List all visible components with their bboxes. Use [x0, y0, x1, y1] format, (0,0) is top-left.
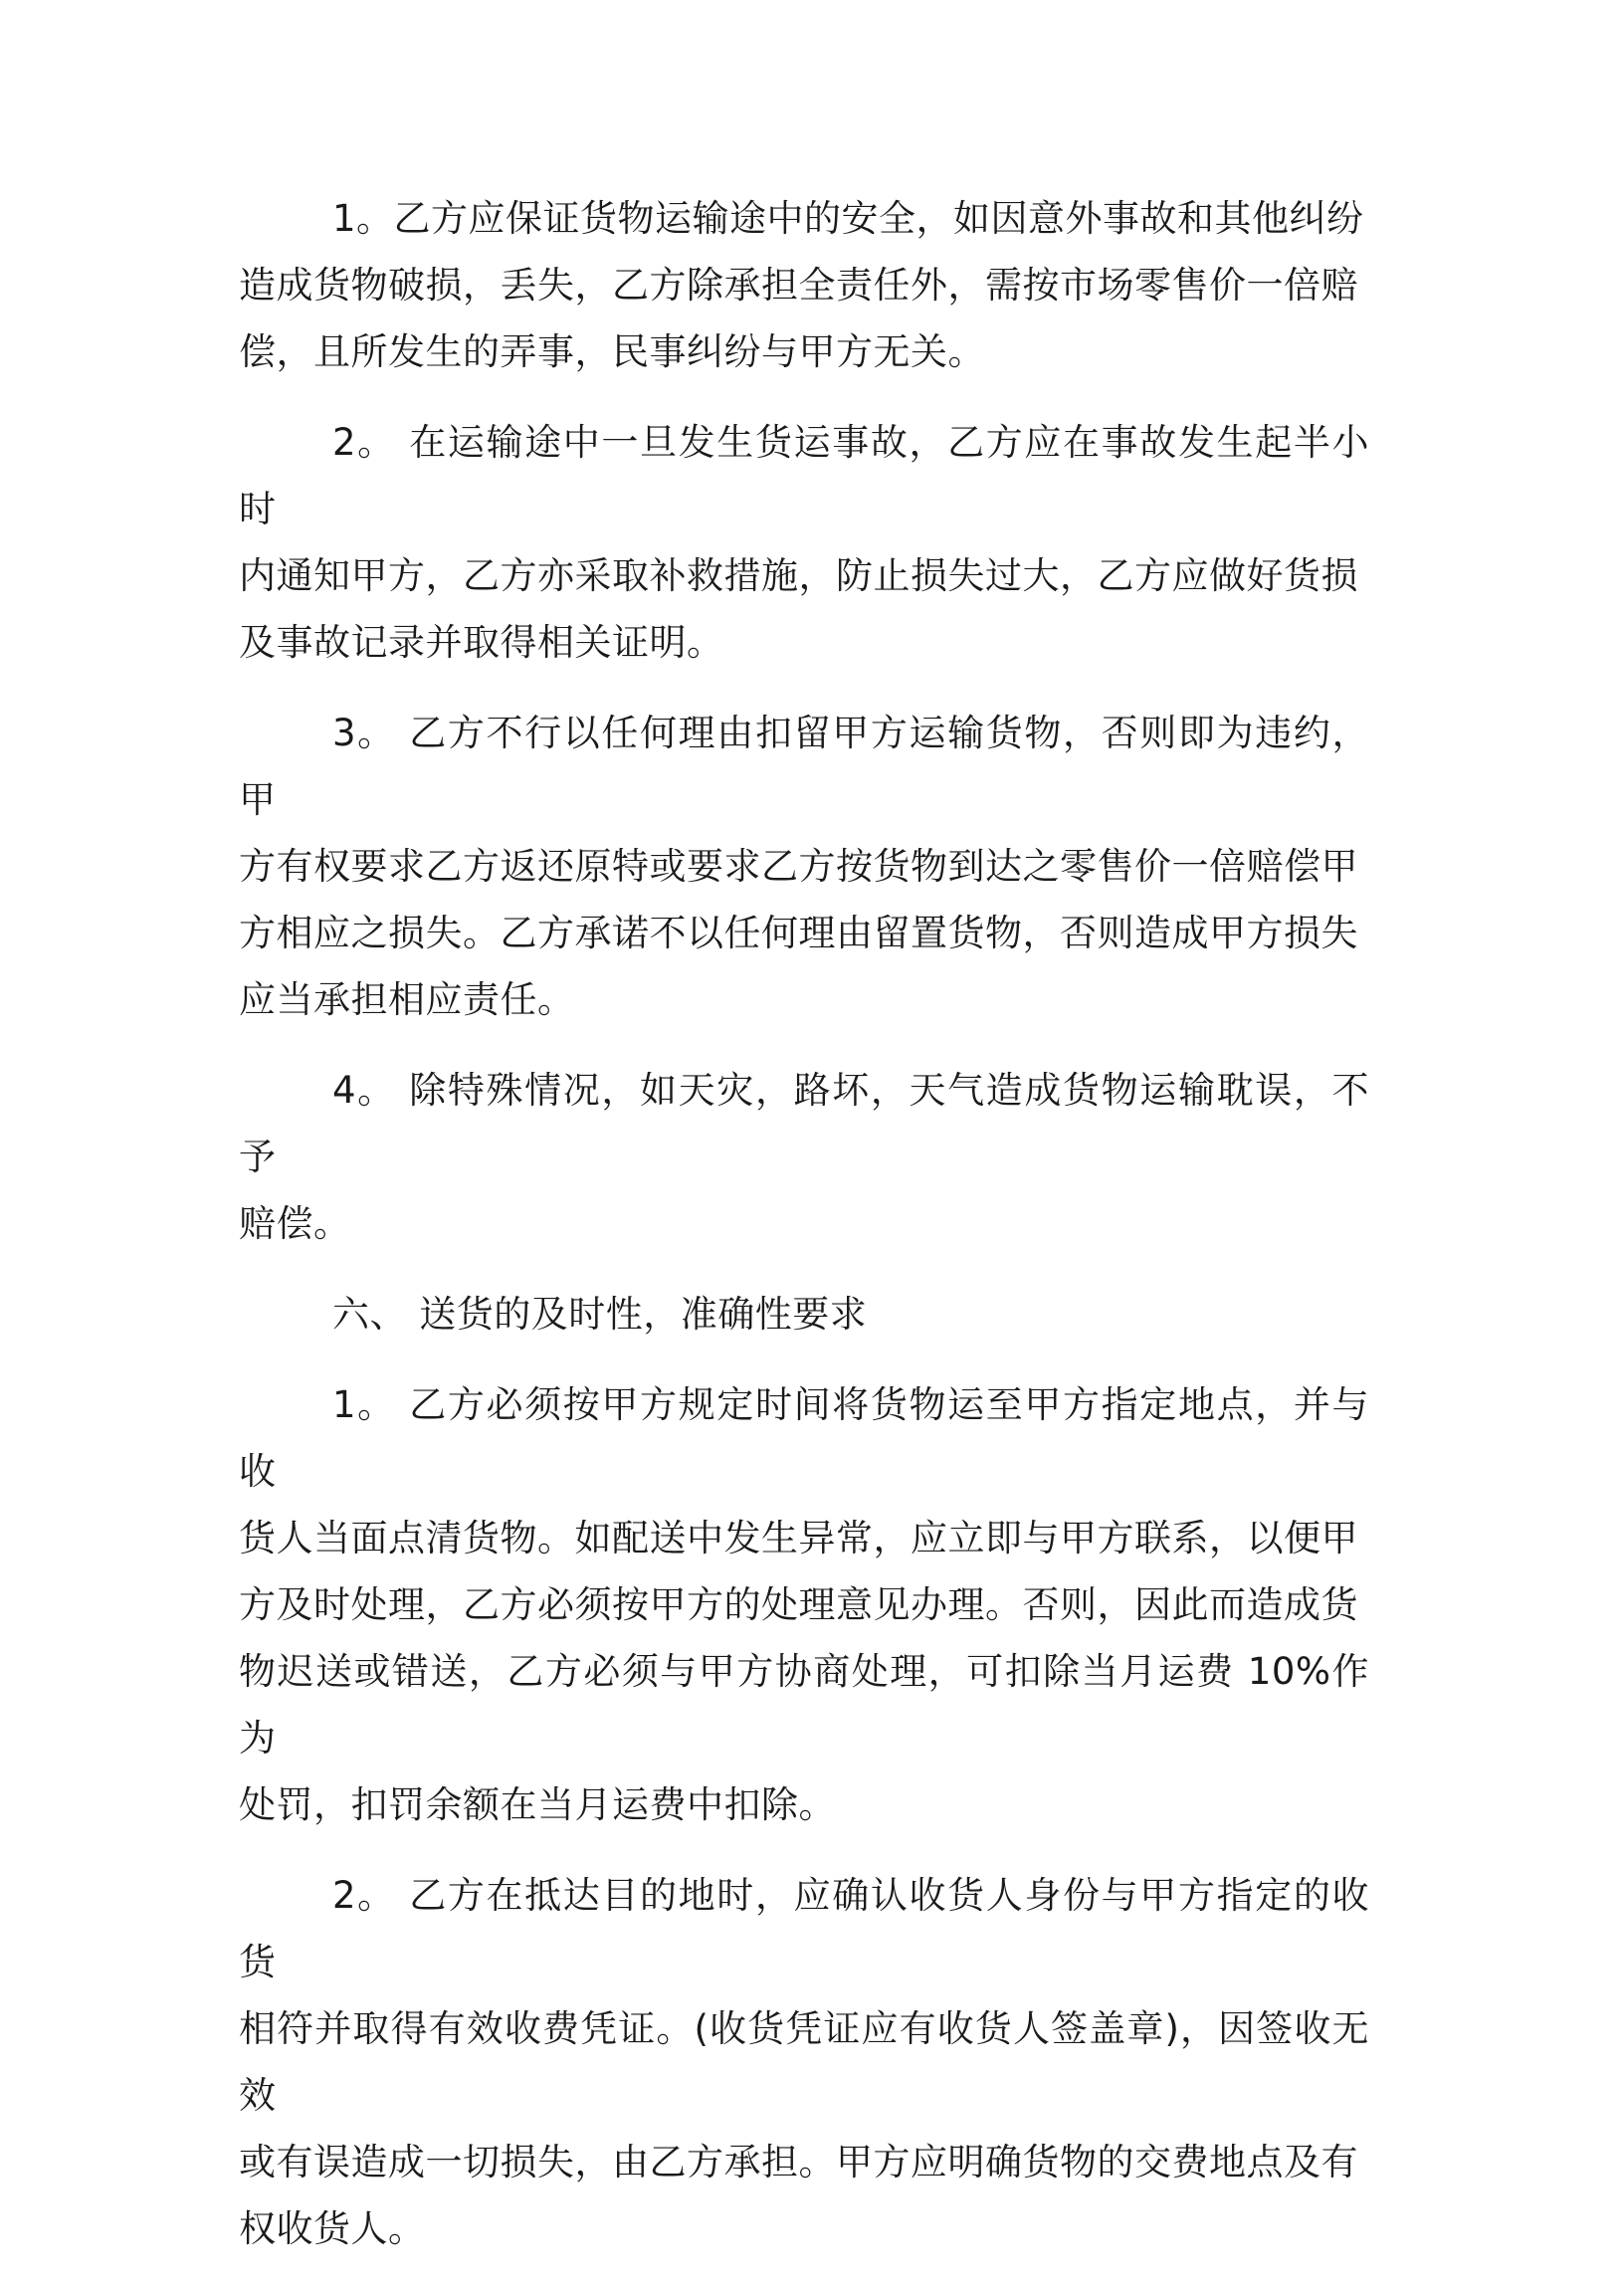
text-line: 方相应之损失。乙方承诺不以任何理由留置货物，否则造成甲方损失	[239, 912, 1358, 954]
document-body	[239, 185, 1369, 2286]
text-line: 造成货物破损，丢失，乙方除承担全责任外，需按市场零售价一倍赔	[239, 264, 1358, 307]
text-line: 4。 除特殊情况，如天灾，路坏，天气造成货物运输耽误，不予	[239, 1069, 1369, 1178]
section-heading-6	[239, 1281, 1369, 1348]
paragraph-5-4	[239, 1057, 1369, 1257]
paragraph-5-2	[239, 409, 1369, 676]
paragraph-5-1	[239, 185, 1369, 385]
text-line: 1。 乙方必须按甲方规定时间将货物运至甲方指定地点，并与收	[239, 1383, 1369, 1493]
text-line: 相符并取得有效收费凭证。(收货凭证应有收货人签盖章)，因签收无效	[239, 2007, 1369, 2117]
section-title: 六、 送货的及时性，准确性要求	[332, 1293, 868, 1336]
text-line: 偿，且所发生的弄事，民事纠纷与甲方无关。	[239, 330, 985, 373]
text-line: 2。 乙方在抵达目的地时，应确认收货人身份与甲方指定的收货	[239, 1874, 1369, 1983]
text-line: 权收货人。	[239, 2207, 426, 2250]
text-line: 货人当面点清货物。如配送中发生异常，应立即与甲方联系，以便甲	[239, 1517, 1358, 1559]
text-line: 物迟送或错送，乙方必须与甲方协商处理，可扣除当月运费 10%作为	[239, 1650, 1369, 1760]
paragraph-5-3	[239, 700, 1369, 1033]
text-line: 2。 在运输途中一旦发生货运事故，乙方应在事故发生起半小时	[239, 421, 1369, 530]
text-line: 或有误造成一切损失，由乙方承担。甲方应明确货物的交费地点及有	[239, 2141, 1358, 2183]
paragraph-6-2	[239, 1862, 1369, 2262]
text-line: 方及时处理，乙方必须按甲方的处理意见办理。否则，因此而造成货	[239, 1583, 1358, 1626]
text-line: 赔偿。	[239, 1202, 351, 1245]
text-line: 及事故记录并取得相关证明。	[239, 621, 724, 664]
paragraph-6-1	[239, 1371, 1369, 1838]
text-line: 处罚，扣罚余额在当月运费中扣除。	[239, 1783, 836, 1826]
text-line: 内通知甲方，乙方亦采取补救措施，防止损失过大，乙方应做好货损	[239, 554, 1358, 597]
text-line: 3。 乙方不行以任何理由扣留甲方运输货物，否则即为违约，甲	[239, 712, 1369, 821]
text-line: 方有权要求乙方返还原特或要求乙方按货物到达之零售价一倍赔偿甲	[239, 845, 1358, 888]
text-line: 1。乙方应保证货物运输途中的安全，如因意外事故和其他纠纷	[332, 197, 1364, 240]
text-line: 应当承担相应责任。	[239, 978, 575, 1021]
